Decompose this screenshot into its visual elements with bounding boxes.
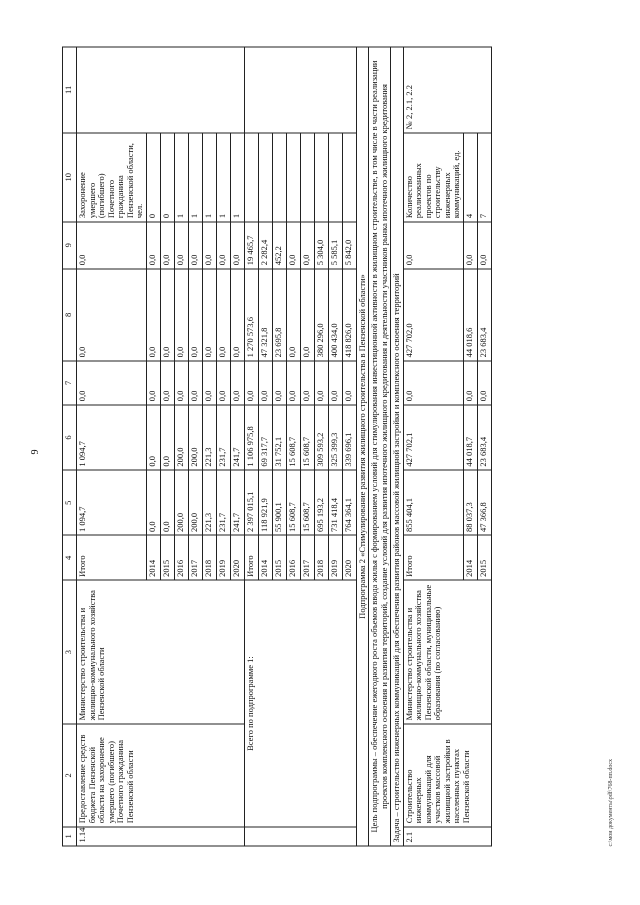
year: 2014 — [146, 535, 160, 580]
indicator-value — [286, 133, 300, 222]
local-budget: 0,0 — [174, 269, 188, 361]
col11 — [77, 47, 245, 133]
table-row — [244, 47, 258, 846]
indicator-value — [342, 133, 356, 222]
indicator-value — [300, 133, 314, 222]
table-row — [391, 47, 404, 846]
federal-budget: 0,0 — [314, 361, 328, 405]
year: 2020 — [230, 535, 244, 580]
regional-budget: 231,7 — [216, 405, 230, 470]
extra-budget: 0,0 — [477, 222, 491, 269]
executor: Министерство строительства и жилищно-коммунального хозяйства Пензенской области — [77, 580, 245, 724]
year: 2015 — [477, 535, 491, 580]
column-number: 9 — [63, 222, 77, 269]
extra-budget: 0,0 — [463, 222, 477, 269]
total-value: 1 094,7 — [77, 470, 147, 535]
column-number: 10 — [63, 133, 77, 222]
federal-budget: 0,0 — [230, 361, 244, 405]
local-budget: 380 296,0 — [314, 269, 328, 361]
row-number: 1.14 — [77, 827, 245, 846]
federal-budget: 0,0 — [342, 361, 356, 405]
extra-budget: 0,0 — [202, 222, 216, 269]
extra-budget: 19 465,7 — [244, 222, 258, 269]
regional-budget: 15 608,7 — [300, 405, 314, 470]
total-value: 241,7 — [230, 470, 244, 535]
subprogram-goal: Цель подпрограммы – обеспечение ежегодного роста объемов ввода жилья с формированием условий для стимулирования инвестиционной активности в жилищном строительстве, в том числе в части реализации проектов комплексного освоения и развития территорий, создание условий для развития ипотечного жилищного кредитования и деятельности участников рынка ипотечного жилищного кредитования — [369, 47, 391, 846]
total-value: 231,7 — [216, 470, 230, 535]
total-value: 764 364,1 — [342, 470, 356, 535]
indicator: Количество реализованных проектов по строительству инженерных коммуникаций, ед. — [403, 133, 463, 222]
regional-budget: 23 683,4 — [477, 405, 491, 470]
local-budget: 0,0 — [202, 269, 216, 361]
local-budget: 0,0 — [188, 269, 202, 361]
regional-budget: 0,0 — [160, 405, 174, 470]
extra-budget: 0,0 — [216, 222, 230, 269]
regional-budget: 325 399,3 — [328, 405, 342, 470]
table-row — [403, 47, 463, 846]
table-row — [369, 47, 391, 846]
measure-name: Предоставление средств бюджета Пензенской области на захоронение умершего (погибшего) Почетного гражданина Пензенской области — [77, 724, 245, 827]
extra-budget: 0,0 — [403, 222, 463, 269]
indicator-value — [314, 133, 328, 222]
column-number: 2 — [63, 724, 77, 827]
extra-budget: 0,0 — [160, 222, 174, 269]
regional-budget: 1 106 975,8 — [244, 405, 258, 470]
total-value: 221,3 — [202, 470, 216, 535]
local-budget: 0,0 — [160, 269, 174, 361]
column-number: 8 — [63, 269, 77, 361]
federal-budget: 0,0 — [286, 361, 300, 405]
indicator-value: 0 — [146, 133, 160, 222]
federal-budget: 0,0 — [300, 361, 314, 405]
program-table — [62, 47, 492, 847]
total-value: 15 608,7 — [286, 470, 300, 535]
table-row — [356, 47, 369, 846]
year: 2014 — [258, 535, 272, 580]
indicator-value — [272, 133, 286, 222]
total-value: 200,0 — [174, 470, 188, 535]
total-value: 695 193,2 — [314, 470, 328, 535]
extra-budget: 2 282,4 — [258, 222, 272, 269]
indicator-value: 1 — [216, 133, 230, 222]
indicator-value: 0 — [160, 133, 174, 222]
subprogram-task: Задача – строительство инженерных коммуникаций для обеспечения развития районов массовой жилищной застройки и комплексного освоения территорий — [391, 47, 404, 846]
extra-budget: 5 585,1 — [328, 222, 342, 269]
local-budget: 0,0 — [216, 269, 230, 361]
federal-budget: 0,0 — [160, 361, 174, 405]
local-budget: 0,0 — [300, 269, 314, 361]
indicator-value — [244, 133, 258, 222]
regional-budget: 339 696,1 — [342, 405, 356, 470]
year: 2019 — [328, 535, 342, 580]
local-budget: 0,0 — [146, 269, 160, 361]
indicator-value: 4 — [463, 133, 477, 222]
regional-budget: 69 317,7 — [258, 405, 272, 470]
extra-budget: 0,0 — [300, 222, 314, 269]
total-value: 200,0 — [188, 470, 202, 535]
extra-budget: 0,0 — [174, 222, 188, 269]
indicator-value — [328, 133, 342, 222]
page-number: 9 — [30, 449, 41, 455]
year: 2015 — [160, 535, 174, 580]
year: 2019 — [216, 535, 230, 580]
regional-budget: 1 094,7 — [77, 405, 147, 470]
table-cell — [244, 47, 356, 133]
federal-budget: 0,0 — [216, 361, 230, 405]
year: 2018 — [202, 535, 216, 580]
row-number: 2.1 — [403, 827, 491, 846]
regional-budget: 0,0 — [146, 405, 160, 470]
total-value: 55 900,1 — [272, 470, 286, 535]
local-budget: 23 683,4 — [477, 269, 491, 361]
extra-budget: 5 304,0 — [314, 222, 328, 269]
year: 2018 — [314, 535, 328, 580]
regional-budget: 241,7 — [230, 405, 244, 470]
table-body — [63, 47, 492, 846]
extra-budget: 0,0 — [230, 222, 244, 269]
regional-budget: 31 752,1 — [272, 405, 286, 470]
extra-budget: 5 842,0 — [342, 222, 356, 269]
extra-budget: 0,0 — [146, 222, 160, 269]
federal-budget: 0,0 — [272, 361, 286, 405]
total-value: 88 037,3 — [463, 470, 477, 535]
total-value: 855 404,1 — [403, 470, 463, 535]
total-value: 731 418,4 — [328, 470, 342, 535]
total-value: 0,0 — [160, 470, 174, 535]
total-value: 47 366,8 — [477, 470, 491, 535]
federal-budget: 0,0 — [328, 361, 342, 405]
extra-budget: 0,0 — [188, 222, 202, 269]
local-budget: 418 826,0 — [342, 269, 356, 361]
column-number: 5 — [63, 470, 77, 535]
indicator-value: 1 — [174, 133, 188, 222]
regional-budget: 200,0 — [174, 405, 188, 470]
regional-budget: 200,0 — [188, 405, 202, 470]
indicator-value: 1 — [202, 133, 216, 222]
federal-budget: 0,0 — [244, 361, 258, 405]
extra-budget: 452,2 — [272, 222, 286, 269]
total-label: Всего по подпрограмме 1: — [244, 580, 356, 826]
measure-name: Строительство инженерных коммуникаций для участков массовой жилищной застройки в населенных пунктах Пензенской области — [403, 724, 491, 827]
indicator-value: 7 — [477, 133, 491, 222]
column-number: 4 — [63, 535, 77, 580]
column-number: 1 — [63, 827, 77, 846]
federal-budget: 0,0 — [188, 361, 202, 405]
table-cell — [244, 827, 356, 846]
federal-budget: 0,0 — [202, 361, 216, 405]
local-budget: 0,0 — [286, 269, 300, 361]
rotated-page — [20, 30, 620, 875]
total-value: 118 921,9 — [258, 470, 272, 535]
table-row — [77, 47, 147, 846]
column-number: 11 — [63, 47, 77, 133]
column-number: 6 — [63, 405, 77, 470]
subprogram-title: Подпрограмма 2 «Стимулирование развития жилищного строительства в Пензенской области» — [356, 47, 369, 846]
extra-budget: 0,0 — [77, 222, 147, 269]
footer-path: c:\мои документы\pdf\768-пп.docx — [608, 758, 614, 847]
table-row — [63, 47, 77, 846]
total-value: 0,0 — [146, 470, 160, 535]
federal-budget: 0,0 — [258, 361, 272, 405]
local-budget: 0,0 — [77, 269, 147, 361]
indicator-value: 1 — [188, 133, 202, 222]
regional-budget: 15 608,7 — [286, 405, 300, 470]
year: 2020 — [342, 535, 356, 580]
column-number: 3 — [63, 580, 77, 724]
regional-budget: 221,3 — [202, 405, 216, 470]
column-number: 7 — [63, 361, 77, 405]
indicator-value: 1 — [230, 133, 244, 222]
local-budget: 44 018,6 — [463, 269, 477, 361]
year: 2017 — [188, 535, 202, 580]
regional-budget: 309 593,2 — [314, 405, 328, 470]
year: Итого — [403, 535, 463, 580]
federal-budget: 0,0 — [146, 361, 160, 405]
total-value: 15 608,7 — [300, 470, 314, 535]
local-budget: 47 321,8 — [258, 269, 272, 361]
year: Итого — [244, 535, 258, 580]
federal-budget: 0,0 — [77, 361, 147, 405]
executor: Министерство строительства и жилищно-коммунального хозяйства Пензенской области, муниципальные образования (по согласованию) — [403, 580, 491, 724]
year: 2017 — [300, 535, 314, 580]
year: Итого — [77, 535, 147, 580]
indicator: Захоронение умершего (погибшего) Почетного гражданина Пензенской области, чел. — [77, 133, 147, 222]
local-budget: 1 270 573,6 — [244, 269, 258, 361]
local-budget: 0,0 — [230, 269, 244, 361]
local-budget: 400 434,0 — [328, 269, 342, 361]
indicator-value — [258, 133, 272, 222]
total-value: 2 397 015,1 — [244, 470, 258, 535]
year: 2015 — [272, 535, 286, 580]
year: 2014 — [463, 535, 477, 580]
local-budget: 23 695,8 — [272, 269, 286, 361]
col11: № 2, 2.1, 2.2 — [403, 47, 491, 133]
local-budget: 427 702,0 — [403, 269, 463, 361]
federal-budget: 0,0 — [174, 361, 188, 405]
year: 2016 — [286, 535, 300, 580]
regional-budget: 427 702,1 — [403, 405, 463, 470]
extra-budget: 0,0 — [286, 222, 300, 269]
regional-budget: 44 018,7 — [463, 405, 477, 470]
federal-budget: 0,0 — [403, 361, 463, 405]
federal-budget: 0,0 — [463, 361, 477, 405]
federal-budget: 0,0 — [477, 361, 491, 405]
year: 2016 — [174, 535, 188, 580]
